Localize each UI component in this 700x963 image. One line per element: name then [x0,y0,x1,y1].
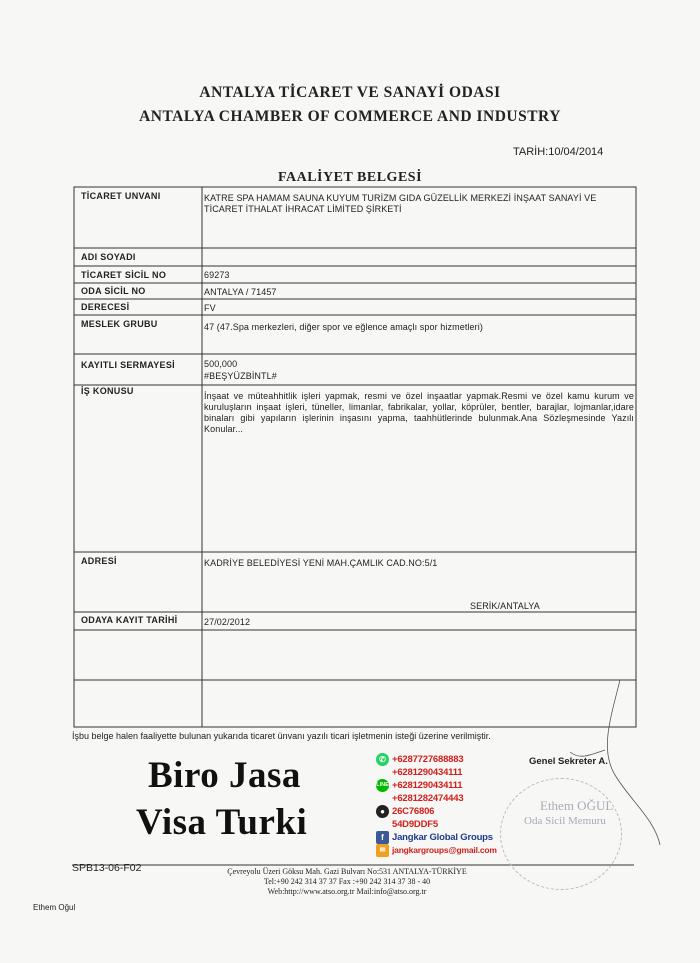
signer-name: Ethem Oğul [33,903,76,912]
facebook-name: Jangkar Global Groups [392,831,493,843]
secretary-title: Genel Sekreter A. [529,756,608,767]
promo-title-line1: Biro Jasa [148,755,301,796]
issuance-statement: İşbu belge halen faaliyette bulunan yukarıda ticaret ünvanı yazılı ticari işletmenin isteği üzerine verilmiştir. [72,731,491,741]
label-ticaret-unvani: TİCARET UNVANI [81,191,161,201]
value-meslek-grubu: 47 (47.Spa merkezleri, diğer spor ve eğlence amaçlı spor hizmetleri) [204,322,483,332]
phone-3: +6281290434111 [392,779,463,791]
email-address: jangkargroups@gmail.com [392,845,497,855]
value-kayitli-sermayesi-amount: 500,000 [204,359,238,369]
pin-1: 26C76806 [392,805,435,817]
facebook-icon: f [376,831,389,844]
line-icon: LINE [376,779,389,792]
pin-2: 54D9DDF5 [392,818,438,830]
footer-web: Web:http://www.atso.org.tr Mail:info@atso.org.tr [267,887,427,896]
promo-title-line2: Visa Turki [136,802,308,843]
chamber-name-tr: ANTALYA TİCARET VE SANAYİ ODASI [199,84,501,101]
value-oda-sicil-no: ANTALYA / 71457 [204,287,277,297]
handwritten-signature [560,680,670,850]
value-adresi-street: KADRİYE BELEDİYESİ YENİ MAH.ÇAMLIK CAD.NO:5/1 [204,558,438,568]
whatsapp-icon: ✆ [376,753,389,766]
email-icon: ✉ [376,844,389,857]
blackberry-icon: ● [376,805,389,818]
label-ticaret-sicil-no: TİCARET SİCİL NO [81,270,167,280]
value-adresi-city: SERİK/ANTALYA [470,601,540,611]
label-odaya-kayit-tarihi: ODAYA KAYIT TARİHİ [81,615,178,625]
form-code: SPB13-06-F02 [72,862,142,874]
value-odaya-kayit-tarihi: 27/02/2012 [204,617,251,627]
value-is-konusu: İnşaat ve müteahhitlik işleri yapmak, resmi ve özel inşaatlar yapmak.Resmi ve özel kamu kurum ve kuruluşların inşaat işleri, tüneller, limanlar, fabrikalar, yollar, köprüler, bentler, barajlar, lojmanlar,idare binaları gibi yapıların işlerinin inşasını yapma, taahhütlerinde bulunmak.Ana Sözleşmesinde Yazılı Konular... [204,391,634,434]
phone-2: +6281290434111 [392,766,463,778]
stamp-name: Ethem OĞUL [540,798,614,813]
document-date: TARİH:10/04/2014 [513,146,604,158]
label-kayitli-sermayesi: KAYITLI SERMAYESİ [81,360,175,370]
footer-phone: Tel:+90 242 314 37 37 Fax :+90 242 314 37 38 - 40 [263,877,431,886]
footer-address: Çevreyolu Üzeri Göksu Mah. Gazi Bulvarı No:531 ANTALYA-TÜRKİYE [227,867,467,876]
stamp-role: Oda Sicil Memuru [524,815,606,827]
value-derecesi: FV [204,303,216,313]
label-adi-soyadi: ADI SOYADI [81,252,136,262]
chamber-name-en: ANTALYA CHAMBER OF COMMERCE AND INDUSTRY [139,108,561,125]
phone-1: +6287727688883 [392,753,464,765]
label-adresi: ADRESİ [81,556,117,566]
phone-4: +6281282474443 [392,792,464,804]
document-title: FAALİYET BELGESİ [277,170,423,185]
label-oda-sicil-no: ODA SİCİL NO [81,286,146,296]
value-ticaret-sicil-no: 69273 [204,270,230,280]
value-kayitli-sermayesi-words: #BEŞYÜZBİNTL# [204,371,277,381]
label-meslek-grubu: MESLEK GRUBU [81,319,158,329]
label-derecesi: DERECESİ [81,302,130,312]
value-ticaret-unvani: KATRE SPA HAMAM SAUNA KUYUM TURİZM GIDA GÜZELLİK MERKEZİ İNŞAAT SANAYİ VE TİCARET İTHALAT İHRACAT LİMİTED ŞİRKETİ [204,193,597,214]
label-is-konusu: İŞ KONUSU [81,386,134,396]
